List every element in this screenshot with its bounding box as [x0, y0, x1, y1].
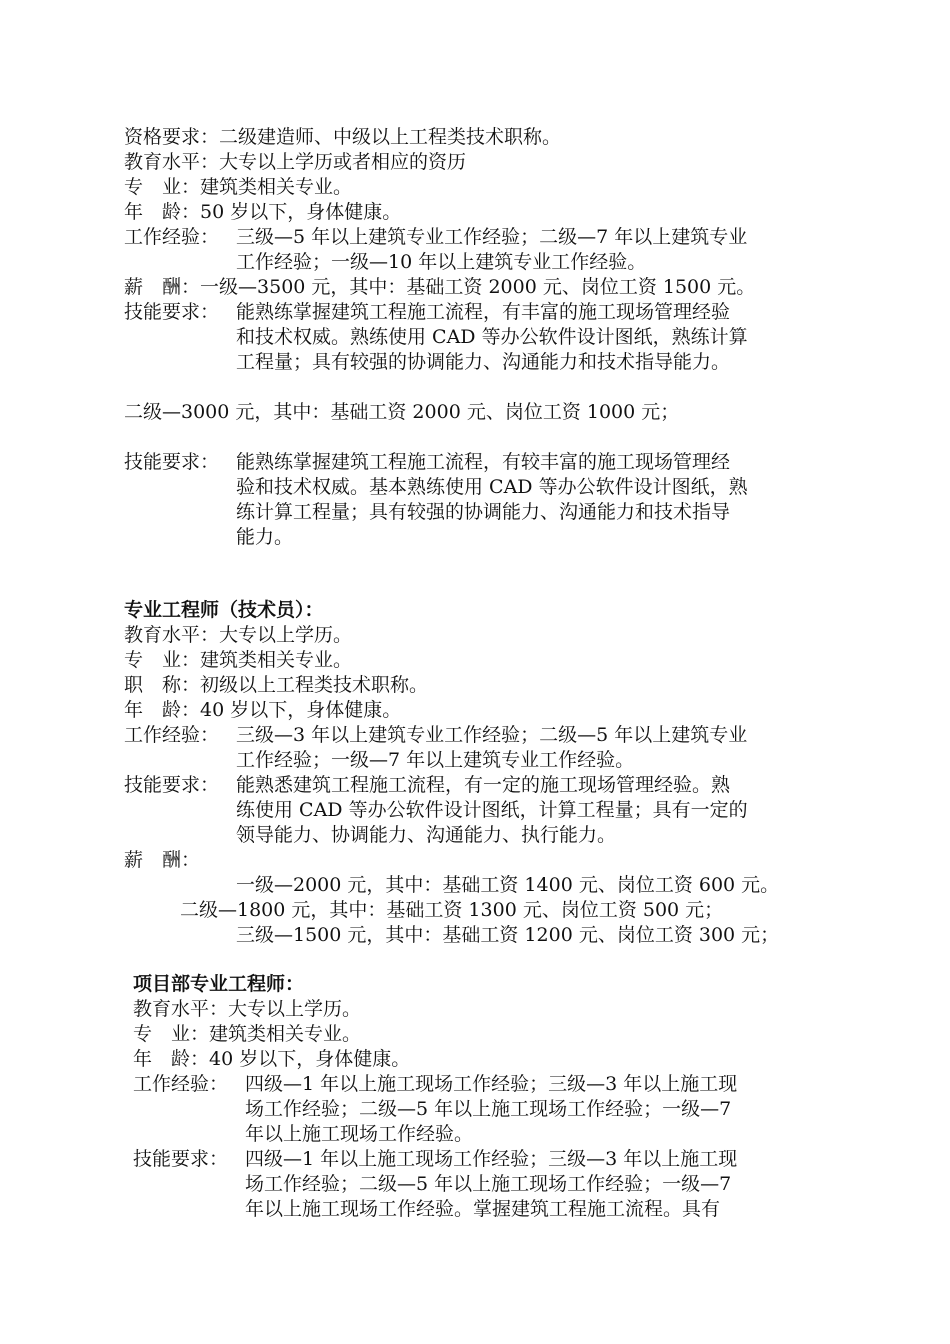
- experience-line: 场工作经验；二级—5 年以上施工现场工作经验；一级—7: [245, 1098, 732, 1120]
- skill-line: 和技术权威。熟练使用 CAD 等办公软件设计图纸，熟练计算: [236, 326, 748, 348]
- age-label: 年 龄：: [124, 201, 201, 223]
- salary-level3: 三级—1500 元，其中：基础工资 1200 元、岗位工资 300 元；: [236, 924, 780, 946]
- experience-line: 三级—5 年以上建筑专业工作经验；二级—7 年以上建筑专业: [236, 226, 748, 248]
- skill-line: 年以上施工现场工作经验。掌握建筑工程施工流程。具有: [245, 1198, 721, 1220]
- age-value: 40 岁以下，身体健康。: [200, 699, 402, 721]
- major-value: 建筑类相关专业。: [209, 1023, 362, 1045]
- major-value: 建筑类相关专业。: [200, 176, 353, 198]
- salary-label: 薪 酬：: [124, 849, 201, 871]
- major-line: [124, 648, 352, 672]
- section-title-engineer: 专业工程师（技术员）：: [124, 599, 324, 621]
- salary-level2: 二级—1800 元，其中：基础工资 1300 元、岗位工资 500 元；: [180, 899, 724, 921]
- experience-line: 四级—1 年以上施工现场工作经验；三级—3 年以上施工现: [245, 1073, 738, 1095]
- education-value: 大专以上学历。: [228, 998, 362, 1020]
- skill2-line: 能力。: [236, 526, 294, 548]
- education-line: [124, 623, 352, 647]
- skill-line: 四级—1 年以上施工现场工作经验；三级—3 年以上施工现: [245, 1148, 738, 1170]
- skill2-label: 技能要求：: [124, 451, 220, 473]
- age-label: 年 龄：: [133, 1048, 210, 1070]
- skill-line: 场工作经验；二级—5 年以上施工现场工作经验；一级—7: [245, 1173, 732, 1195]
- age-value: 40 岁以下，身体健康。: [209, 1048, 411, 1070]
- salary-label: 薪 酬：: [124, 276, 201, 298]
- qualification-line: [124, 125, 561, 149]
- section-title-project-engineer: 项目部专业工程师：: [133, 973, 305, 995]
- qualification-label: 资格要求：: [124, 126, 220, 148]
- title-label: 职 称：: [124, 674, 201, 696]
- skill2-line: 能熟练掌握建筑工程施工流程，有较丰富的施工现场管理经: [236, 451, 731, 473]
- education-value: 大专以上学历或者相应的资历: [219, 151, 467, 173]
- skill-label: 技能要求：: [124, 774, 220, 796]
- major-line: [133, 1022, 361, 1046]
- age-label: 年 龄：: [124, 699, 201, 721]
- skill-label: 技能要求：: [133, 1148, 229, 1170]
- title-value: 初级以上工程类技术职称。: [200, 674, 429, 696]
- level2-salary-line: 二级—3000 元，其中：基础工资 2000 元、岗位工资 1000 元；: [124, 401, 680, 423]
- skill2-line: 练计算工程量；具有较强的协调能力、沟通能力和技术指导: [236, 501, 731, 523]
- experience-line: 年以上施工现场工作经验。: [245, 1123, 474, 1145]
- skill-line: 练使用 CAD 等办公软件设计图纸，计算工程量；具有一定的: [236, 799, 748, 821]
- major-label: 专 业：: [124, 649, 201, 671]
- skill-line: 能熟练掌握建筑工程施工流程，有丰富的施工现场管理经验: [236, 301, 731, 323]
- skill-line: 能熟悉建筑工程施工流程，有一定的施工现场管理经验。熟: [236, 774, 731, 796]
- age-line: [133, 1047, 410, 1071]
- education-line: [133, 997, 361, 1021]
- experience-line: 三级—3 年以上建筑专业工作经验；二级—5 年以上建筑专业: [236, 724, 748, 746]
- skill-line: 工程量；具有较强的协调能力、沟通能力和技术指导能力。: [236, 351, 731, 373]
- skill-label: 技能要求：: [124, 301, 220, 323]
- qualification-value: 二级建造师、中级以上工程类技术职称。: [219, 126, 562, 148]
- experience-label: 工作经验：: [133, 1073, 229, 1095]
- education-label: 教育水平：: [124, 151, 220, 173]
- age-line: [124, 200, 401, 224]
- skill2-line: 验和技术权威。基本熟练使用 CAD 等办公软件设计图纸，熟: [236, 476, 748, 498]
- experience-label: 工作经验：: [124, 724, 220, 746]
- title-line: [124, 673, 428, 697]
- major-value: 建筑类相关专业。: [200, 649, 353, 671]
- experience-label: 工作经验：: [124, 226, 220, 248]
- experience-line: 工作经验；一级—7 年以上建筑专业工作经验。: [236, 749, 635, 771]
- major-label: 专 业：: [133, 1023, 210, 1045]
- experience-line: 工作经验；一级—10 年以上建筑专业工作经验。: [236, 251, 647, 273]
- age-value: 50 岁以下，身体健康。: [200, 201, 402, 223]
- education-label: 教育水平：: [133, 998, 229, 1020]
- education-value: 大专以上学历。: [219, 624, 353, 646]
- salary-value: 一级—3500 元，其中：基础工资 2000 元、岗位工资 1500 元。: [200, 276, 756, 298]
- skill-line: 领导能力、协调能力、沟通能力、执行能力。: [236, 824, 617, 846]
- age-line: [124, 698, 401, 722]
- major-label: 专 业：: [124, 176, 201, 198]
- salary-line: [124, 275, 755, 299]
- education-label: 教育水平：: [124, 624, 220, 646]
- major-line: [124, 175, 352, 199]
- salary-level1: 一级—2000 元，其中：基础工资 1400 元、岗位工资 600 元。: [236, 874, 780, 896]
- education-line: [124, 150, 466, 174]
